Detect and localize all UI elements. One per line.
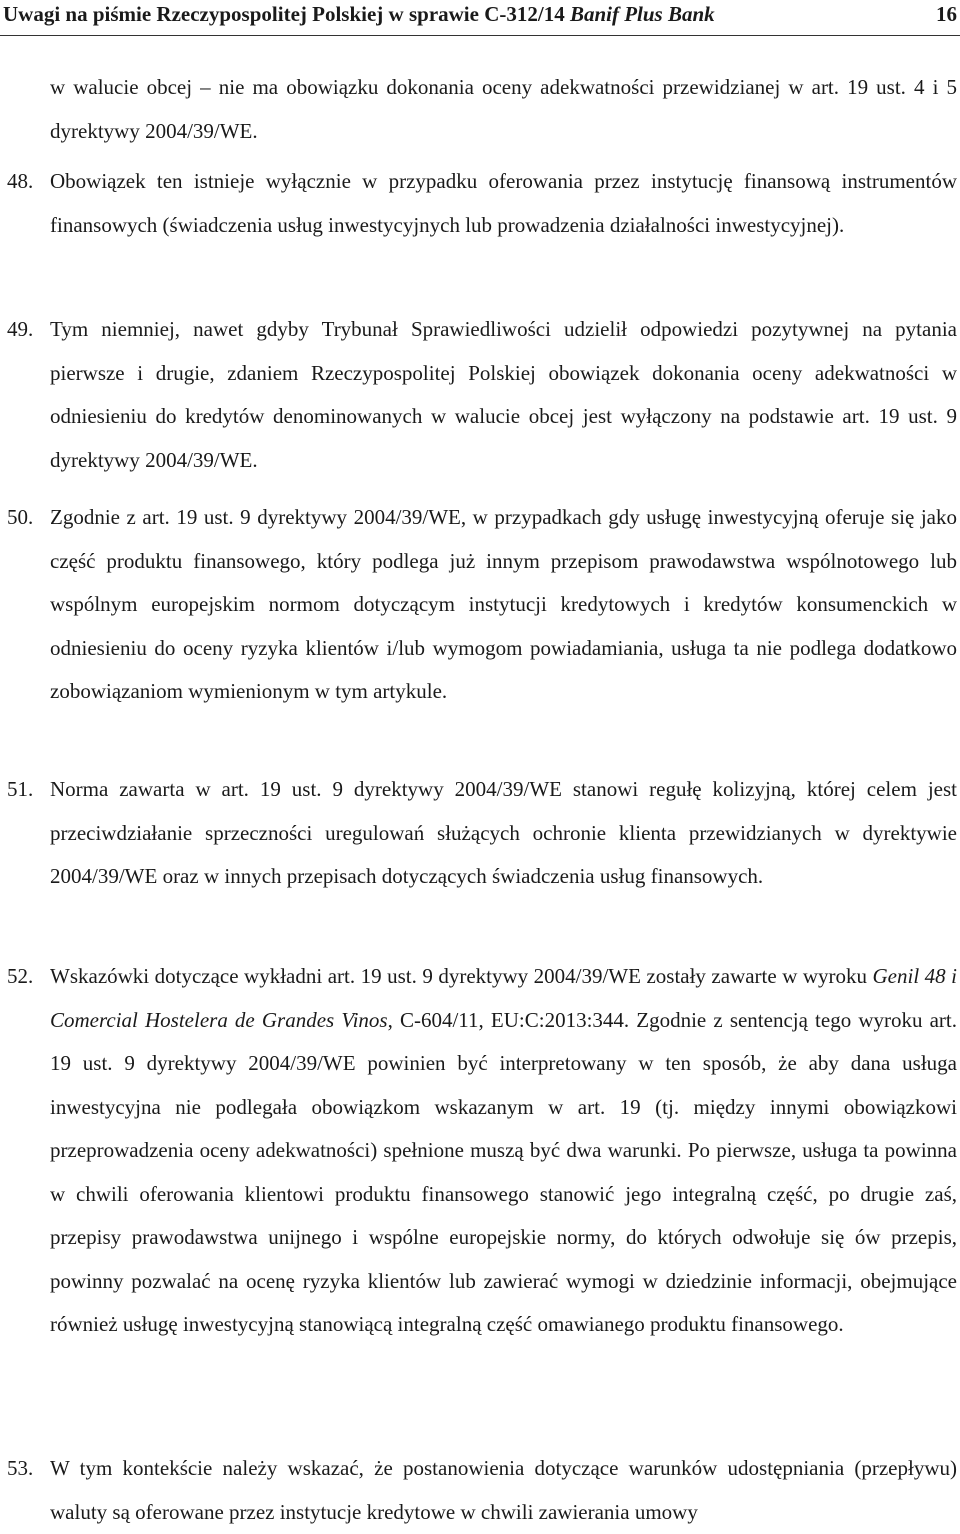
paragraph-text: Zgodnie z art. 19 ust. 9 dyrektywy 2004/39/WE, w przypadkach gdy usługę inwestycyjną oferuje się jako część produktu finansowego, który podlega już innym przepisom prawodawstwa wspólnotowego lub wspólnym europejskim normom dotyczącym instytucji kredytowych i kredytów konsumenckich w odniesieniu do oceny ryzyka klientów i/lub wymogom powiadamiania, usługa ta nie podlega dodatkowo zobowiązaniom wymienionym w tym artykule. <box>50 505 957 703</box>
paragraph-53 <box>7 1447 957 1534</box>
paragraph-continuation <box>50 66 957 153</box>
paragraph-text-end: , C-604/11, EU:C:2013:344. Zgodnie z sentencją tego wyroku art. 19 ust. 9 dyrektywy 2004/39/WE powinien być interpretowany w ten sposób, że aby dana usługa inwestycyjna nie podlegała obowiązkom wskazanym w art. 19 (tj. między innymi obowiązkowi przeprowadzenia oceny adekwatności) spełnione muszą być dwa warunki. Po pierwsze, usługa ta powinna w chwili oferowania klientowi produktu finansowego stanowić jego integralną część, po drugie zaś, przepisy prawodawstwa unijnego i wspólne europejskie normy, do których odwołuje się ów przepis, powinny pozwalać na ocenę ryzyka klientów lub zawierać wymogi w dziedzinie informacji, obejmujące również usługę inwestycyjną stanowiącą integralną część omawianego produktu finansowego. <box>50 1007 958 1336</box>
paragraph-text: Obowiązek ten istnieje wyłącznie w przypadku oferowania przez instytucję finansową instrumentów finansowych (świadczenia usług inwestycyjnych lub prowadzenia działalności inwestycyjnej). <box>50 169 957 237</box>
paragraph-number: 53. <box>7 1456 34 1480</box>
paragraph-text: Norma zawarta w art. 19 ust. 9 dyrektywy 2004/39/WE stanowi regułę kolizyjną, której celem jest przeciwdziałanie sprzeczności uregulowań służących ochronie klienta przewidzianych w dyrektywie 2004/39/WE oraz w innych przepisach dotyczących świadczenia usług finansowych. <box>50 777 957 888</box>
case-name-italic: Genil 48 i Comercial Hostelera de Grandes Vinos <box>50 964 957 1032</box>
title-case-name: Banif Plus Bank <box>569 2 715 26</box>
paragraph-number: 52. <box>7 964 34 988</box>
paragraph-number: 49. <box>7 317 34 341</box>
paragraph-text: Tym niemniej, nawet gdyby Trybunał Sprawiedliwości udzielił odpowiedzi pozytywnej na pytania pierwsze i drugie, zdaniem Rzeczypospolitej Polskiej obowiązek dokonania oceny adekwatności w odniesieniu do kredytów denominowanych w walucie obcej jest wyłączony na podstawie art. 19 ust. 9 dyrektywy 2004/39/WE. <box>50 317 957 472</box>
paragraph-text: W tym kontekście należy wskazać, że postanowienia dotyczące warunków udostępniania (przepływu) waluty są oferowane przez instytucje kredytowe w chwili zawierania umowy <box>50 1456 957 1524</box>
paragraph-text-start: Wskazówki dotyczące wykładni art. 19 ust. 9 dyrektywy 2004/39/WE zostały zawarte w wyroku <box>50 964 873 988</box>
paragraph-49 <box>7 308 957 482</box>
paragraph-48 <box>7 160 957 247</box>
paragraph-50 <box>7 496 957 714</box>
paragraph-51 <box>7 768 957 899</box>
document-title <box>3 2 715 27</box>
paragraph-number: 50. <box>7 505 34 529</box>
title-prefix: Uwagi na piśmie Rzeczypospolitej Polskiej w sprawie C-312/14 <box>3 2 570 26</box>
paragraph-52 <box>7 955 958 1347</box>
page-number: 16 <box>936 2 957 26</box>
paragraph-number: 51. <box>7 777 34 801</box>
page-header <box>0 0 960 36</box>
paragraph-text: w walucie obcej – nie ma obowiązku dokonania oceny adekwatności przewidzianej w art. 19 ust. 4 i 5 dyrektywy 2004/39/WE. <box>50 75 957 143</box>
paragraph-number: 48. <box>7 169 34 193</box>
